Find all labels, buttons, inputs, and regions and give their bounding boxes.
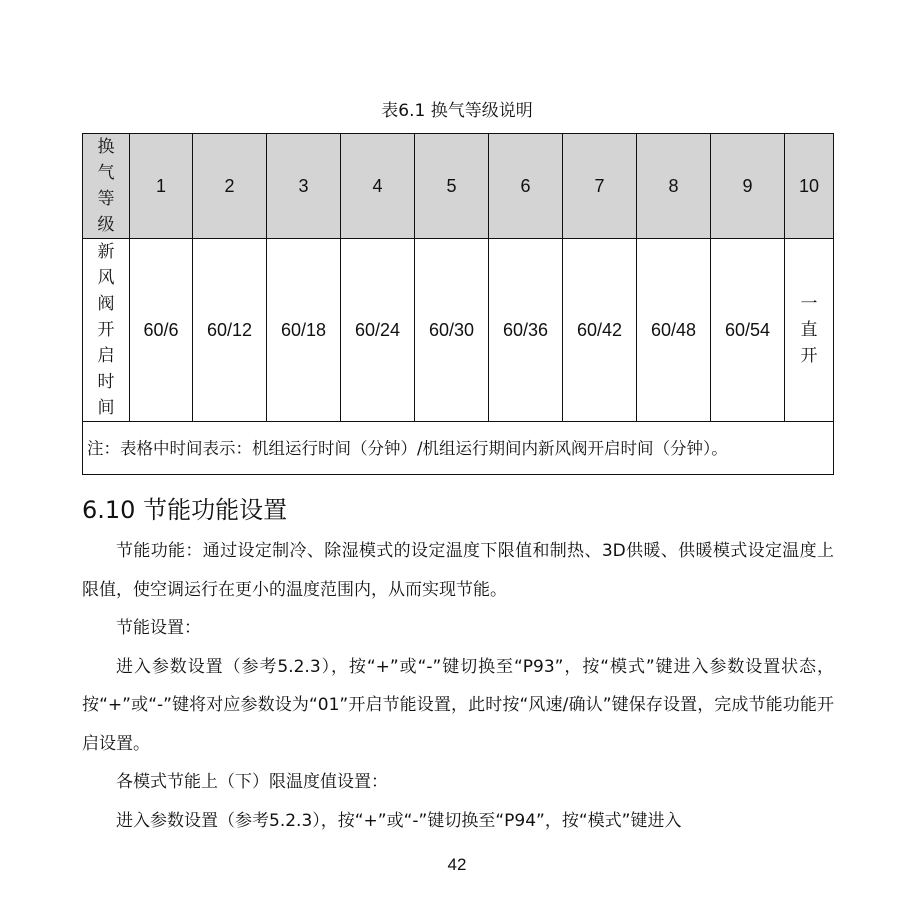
open-time-header-label: 新风阀开启时间: [97, 242, 115, 418]
grade-cell: 4: [341, 134, 415, 239]
open-time-cell-always: [785, 239, 834, 422]
grade-cell: 5: [415, 134, 489, 239]
grade-cell: 2: [193, 134, 267, 239]
page-number: 42: [447, 855, 467, 874]
grade-header-label: 换气等级: [97, 137, 115, 235]
open-time-cell: 60/54: [711, 239, 785, 422]
grade-cell: 10: [785, 134, 834, 239]
grade-cell: 9: [711, 134, 785, 239]
grade-cell: 8: [637, 134, 711, 239]
open-time-cell: 60/24: [341, 239, 415, 422]
table-note: 注：表格中时间表示：机组运行时间（分钟）/机组运行期间内新风阀开启时间（分钟）。: [83, 422, 834, 475]
open-time-cell: 60/30: [415, 239, 489, 422]
open-time-cell: 60/48: [637, 239, 711, 422]
table-caption: 表6.1 换气等级说明: [381, 101, 533, 121]
grade-cell: 3: [267, 134, 341, 239]
open-time-cell: 60/6: [130, 239, 193, 422]
paragraph: 进入参数设置（参考5.2.3），按“+”或“-”键切换至“P94”，按“模式”键进入: [116, 810, 682, 831]
paragraph: 进入参数设置（参考5.2.3），按“+”或“-”键切换至“P93”，按“模式”键进入参数设置状态，按“+”或“-”键将对应参数设为“01”开启节能设置，此时按“风速/确认”键保存设置，完成节能功能开启设置。: [82, 656, 834, 754]
ventilation-grade-table: [82, 133, 834, 475]
table-row-grades: [83, 134, 834, 239]
paragraph: 节能功能：通过设定制冷、除湿模式的设定温度下限值和制热、3D供暖、供暖模式设定温度上限值，使空调运行在更小的温度范围内，从而实现节能。: [82, 541, 834, 600]
grade-header-cell: [83, 134, 130, 239]
open-time-cell: 60/36: [489, 239, 563, 422]
grade-cell: 6: [489, 134, 563, 239]
grade-cell: 1: [130, 134, 193, 239]
paragraph: 节能设置：: [116, 618, 201, 638]
section-body: [82, 532, 834, 840]
always-open-label: 一直开: [800, 294, 818, 366]
table-row-open-time: [83, 239, 834, 422]
section-heading: 6.10 节能功能设置: [82, 496, 288, 524]
open-time-header-cell: [83, 239, 130, 422]
paragraph: 各模式节能上（下）限温度值设置：: [116, 772, 388, 792]
open-time-cell: 60/42: [563, 239, 637, 422]
grade-cell: 7: [563, 134, 637, 239]
table-row-note: [83, 422, 834, 475]
open-time-cell: 60/18: [267, 239, 341, 422]
open-time-cell: 60/12: [193, 239, 267, 422]
